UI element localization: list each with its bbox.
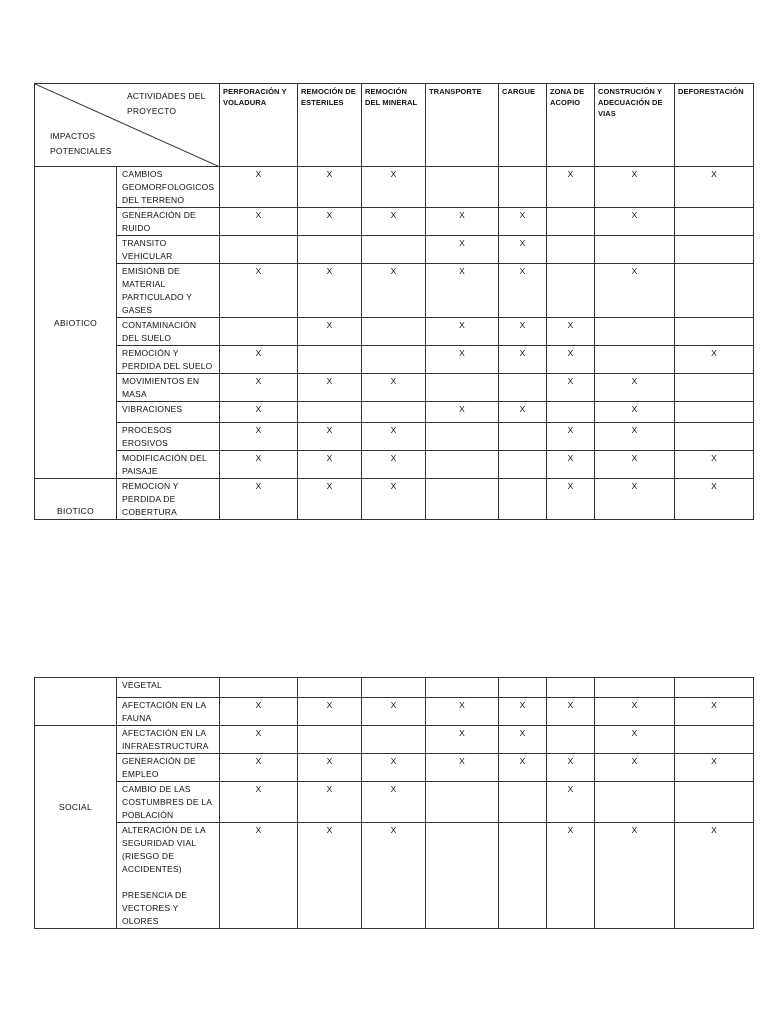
- impact-mark: X: [631, 210, 638, 220]
- impact-mark-cell: [426, 402, 499, 423]
- impact-mark: X: [519, 348, 526, 358]
- impact-mark: X: [567, 756, 574, 766]
- impact-mark-cell: [426, 318, 499, 346]
- impact-mark: X: [326, 756, 333, 766]
- impact-mark: X: [390, 756, 397, 766]
- impact-mark-cell: [547, 208, 595, 236]
- impact-mark: X: [711, 756, 717, 766]
- activity-header: CARGUE: [499, 84, 547, 167]
- activity-header: CONSTRUCIÓN Y ADECUACIÓN DE VIAS: [595, 84, 675, 167]
- impact-mark-cell: [675, 318, 754, 346]
- activity-header: REMOCIÓN DEL MINERAL: [362, 84, 426, 167]
- impact-mark-cell: [426, 423, 499, 451]
- impact-mark-cell: [220, 402, 298, 423]
- impact-mark-cell: [547, 318, 595, 346]
- impact-row: [35, 782, 754, 823]
- impact-row: [35, 208, 754, 236]
- impact-mark-cell: [547, 479, 595, 520]
- impact-mark-cell: [298, 782, 362, 823]
- impact-mark-cell: [220, 698, 298, 726]
- impact-mark: X: [459, 404, 465, 414]
- impact-mark-cell: [595, 167, 675, 208]
- impact-mark-cell: [220, 782, 298, 823]
- impact-mark-cell: [675, 208, 754, 236]
- impact-label: [117, 726, 220, 754]
- impact-mark-cell: [362, 451, 426, 479]
- impact-mark: X: [459, 210, 465, 220]
- impact-mark-cell: [298, 236, 362, 264]
- impact-mark: X: [326, 481, 333, 491]
- impact-mark-cell: [298, 479, 362, 520]
- impact-mark-cell: [362, 208, 426, 236]
- impact-mark: X: [567, 825, 574, 835]
- activity-header: ZONA DE ACOPIO: [547, 84, 595, 167]
- impact-label-text: MOVIMIENTOS EN MASA: [122, 376, 200, 399]
- impact-mark-cell: [595, 678, 675, 698]
- impact-row: [35, 698, 754, 726]
- impact-mark: X: [390, 700, 397, 710]
- impact-mark: X: [567, 453, 574, 463]
- impact-mark: X: [519, 756, 526, 766]
- impact-label: [117, 167, 220, 208]
- impact-mark-cell: [362, 346, 426, 374]
- impact-label-text: GENERACIÓN DE EMPLEO: [122, 756, 196, 779]
- impact-mark-cell: [675, 423, 754, 451]
- impact-mark-cell: [298, 318, 362, 346]
- impact-mark-cell: [499, 167, 547, 208]
- impact-mark-cell: [362, 754, 426, 782]
- impact-mark: X: [390, 376, 397, 386]
- impact-mark: X: [567, 348, 574, 358]
- impact-mark-cell: [675, 264, 754, 318]
- impact-row: [35, 451, 754, 479]
- impact-mark-cell: [547, 236, 595, 264]
- impact-mark: X: [567, 320, 574, 330]
- impact-label-text: VEGETAL: [122, 680, 162, 690]
- impact-mark-cell: [426, 208, 499, 236]
- impact-mark-cell: [220, 754, 298, 782]
- impact-mark-cell: [362, 698, 426, 726]
- impact-mark-cell: [298, 374, 362, 402]
- impact-label: [117, 423, 220, 451]
- impact-mark-cell: [362, 402, 426, 423]
- impact-label: [117, 678, 220, 698]
- impact-mark: X: [711, 825, 717, 835]
- impact-mark-cell: [595, 754, 675, 782]
- impact-row: [35, 678, 754, 698]
- impact-mark-cell: [595, 726, 675, 754]
- impact-mark: X: [255, 210, 262, 220]
- impact-mark: X: [255, 404, 262, 414]
- impact-mark-cell: [298, 678, 362, 698]
- impact-mark-cell: [595, 698, 675, 726]
- impact-mark-cell: [298, 451, 362, 479]
- impact-mark: X: [326, 700, 333, 710]
- impact-label: [117, 754, 220, 782]
- impact-label-text: REMOCIÓN Y PERDIDA DEL SUELO: [122, 348, 213, 371]
- impact-mark: X: [255, 348, 262, 358]
- impact-mark-cell: [499, 346, 547, 374]
- impact-mark-cell: [220, 823, 298, 929]
- impact-mark-cell: [499, 782, 547, 823]
- impact-mark: X: [255, 169, 262, 179]
- impact-matrix-table-1: [34, 83, 754, 520]
- impact-row: [35, 264, 754, 318]
- impact-mark: X: [255, 756, 262, 766]
- impact-mark: X: [519, 404, 526, 414]
- impact-mark: X: [631, 756, 638, 766]
- impact-label: [117, 264, 220, 318]
- impact-label: [117, 451, 220, 479]
- impact-mark: X: [459, 238, 465, 248]
- impact-mark: X: [567, 425, 574, 435]
- impact-mark-cell: [220, 208, 298, 236]
- impact-mark-cell: [362, 374, 426, 402]
- impact-row: [35, 346, 754, 374]
- impact-label-text: CAMBIO DE LAS COSTUMBRES DE LA POBLACIÓN: [122, 784, 212, 820]
- header-row: [35, 84, 754, 167]
- impact-mark-cell: [675, 823, 754, 929]
- impact-mark: X: [567, 376, 574, 386]
- impact-mark-cell: [298, 167, 362, 208]
- impact-mark-cell: [426, 479, 499, 520]
- impact-mark: X: [631, 700, 638, 710]
- impact-mark-cell: [547, 754, 595, 782]
- impact-mark-cell: [426, 678, 499, 698]
- impact-mark: X: [326, 210, 333, 220]
- impact-mark: X: [326, 784, 333, 794]
- impact-label-text: PRESENCIA DE VECTORES Y OLORES: [122, 890, 188, 926]
- impact-mark-cell: [547, 346, 595, 374]
- activity-header: REMOCIÓN DE ESTERILES: [298, 84, 362, 167]
- impact-mark-cell: [426, 698, 499, 726]
- impact-mark-cell: [298, 208, 362, 236]
- impact-mark-cell: [426, 167, 499, 208]
- impact-mark-cell: [675, 451, 754, 479]
- impact-mark: X: [631, 728, 638, 738]
- impact-label: [117, 208, 220, 236]
- impact-mark: X: [255, 453, 262, 463]
- impact-mark-cell: [675, 698, 754, 726]
- impact-label-text: ALTERACIÓN DE LA SEGURIDAD VIAL (RIESGO DE ACCIDENTES): [122, 825, 206, 874]
- impact-mark-cell: [547, 698, 595, 726]
- impact-mark-cell: [220, 374, 298, 402]
- impact-label-text: MODIFICACIÓN DEL PAISAJE: [122, 453, 207, 476]
- impact-mark: X: [326, 169, 333, 179]
- impact-mark-cell: [298, 823, 362, 929]
- impact-label: [117, 236, 220, 264]
- impact-mark-cell: [675, 167, 754, 208]
- impact-label-text: GENERACIÓN DE RUIDO: [122, 210, 196, 233]
- impact-label-text: REMOCION Y PERDIDA DE COBERTURA: [122, 481, 179, 517]
- impact-mark-cell: [595, 264, 675, 318]
- impact-label: [117, 698, 220, 726]
- impact-matrix-table-2: [34, 677, 754, 929]
- impact-row: [35, 726, 754, 754]
- impact-mark-cell: [595, 479, 675, 520]
- impact-label-text: EMISIÓNB DE MATERIAL PARTICULADO Y GASES: [122, 266, 192, 315]
- impact-mark-cell: [220, 167, 298, 208]
- impact-mark: X: [519, 266, 526, 276]
- impact-mark: X: [390, 784, 397, 794]
- impact-label: [117, 479, 220, 520]
- impact-mark-cell: [426, 374, 499, 402]
- impact-mark-cell: [675, 374, 754, 402]
- impact-mark-cell: [499, 423, 547, 451]
- impact-label-text: TRANSITO VEHICULAR: [122, 238, 173, 261]
- impact-mark: X: [326, 266, 333, 276]
- impact-mark: X: [519, 210, 526, 220]
- impact-mark-cell: [499, 318, 547, 346]
- impact-mark-cell: [595, 318, 675, 346]
- impact-label-text: VIBRACIONES: [122, 404, 183, 414]
- impact-mark-cell: [499, 754, 547, 782]
- impact-mark: X: [567, 481, 574, 491]
- impact-mark-cell: [595, 782, 675, 823]
- impact-mark-cell: [220, 318, 298, 346]
- impact-mark-cell: [362, 782, 426, 823]
- impact-mark: X: [390, 169, 397, 179]
- activity-header: TRANSPORTE: [426, 84, 499, 167]
- impact-mark-cell: [426, 726, 499, 754]
- impact-mark-cell: [595, 402, 675, 423]
- impact-mark-cell: [499, 726, 547, 754]
- activity-header: DEFORESTACIÓN: [675, 84, 754, 167]
- impact-mark-cell: [499, 402, 547, 423]
- impact-mark: X: [519, 728, 526, 738]
- impact-mark-cell: [595, 823, 675, 929]
- impact-mark: X: [255, 376, 262, 386]
- impact-mark-cell: [595, 208, 675, 236]
- impact-mark-cell: [547, 264, 595, 318]
- impact-row: [35, 167, 754, 208]
- impact-mark: X: [255, 728, 262, 738]
- impact-mark-cell: [426, 264, 499, 318]
- impact-mark-cell: [547, 823, 595, 929]
- impact-mark: X: [711, 453, 717, 463]
- impact-mark: X: [390, 425, 397, 435]
- impact-mark: X: [390, 266, 397, 276]
- impact-mark: X: [326, 825, 333, 835]
- impact-group-label: BIOTICO: [35, 479, 117, 520]
- impact-mark-cell: [675, 346, 754, 374]
- impact-mark-cell: [298, 698, 362, 726]
- impact-mark: X: [631, 376, 638, 386]
- impact-label-text: CONTAMINACIÓN DEL SUELO: [122, 320, 197, 343]
- impact-mark-cell: [547, 726, 595, 754]
- impact-mark-cell: [595, 374, 675, 402]
- impact-mark-cell: [426, 236, 499, 264]
- impact-mark-cell: [595, 346, 675, 374]
- impact-mark: X: [567, 700, 574, 710]
- impact-mark-cell: [595, 423, 675, 451]
- impact-mark: X: [255, 784, 262, 794]
- impact-mark-cell: [298, 754, 362, 782]
- impact-mark: X: [255, 425, 262, 435]
- corner-cell: [35, 84, 220, 167]
- impact-mark-cell: [298, 264, 362, 318]
- impact-mark: X: [711, 700, 717, 710]
- impact-label: [117, 402, 220, 423]
- impact-mark: X: [631, 453, 638, 463]
- impact-mark: X: [459, 348, 465, 358]
- impact-group-label: ABIOTICO: [35, 167, 117, 479]
- impact-mark: X: [567, 169, 574, 179]
- impact-mark: X: [390, 481, 397, 491]
- impact-label-text: CAMBIOS GEOMORFOLOGICOS DEL TERRENO: [122, 169, 215, 205]
- impact-mark-cell: [499, 374, 547, 402]
- impact-mark-cell: [547, 167, 595, 208]
- impact-mark: X: [631, 266, 638, 276]
- impact-mark-cell: [547, 782, 595, 823]
- activity-header: PERFORACIÓN Y VOLADURA: [220, 84, 298, 167]
- impact-group-label: [35, 678, 117, 726]
- corner-activities-label: ACTIVIDADES DEL PROYECTO: [127, 91, 206, 116]
- impact-mark-cell: [675, 782, 754, 823]
- impact-mark: X: [631, 425, 638, 435]
- impact-mark-cell: [362, 236, 426, 264]
- impact-mark: X: [326, 425, 333, 435]
- impact-mark-cell: [298, 402, 362, 423]
- impact-mark-cell: [362, 167, 426, 208]
- impact-mark: X: [631, 481, 638, 491]
- impact-mark-cell: [220, 264, 298, 318]
- impact-mark-cell: [499, 236, 547, 264]
- impact-mark-cell: [547, 402, 595, 423]
- impact-mark: X: [390, 210, 397, 220]
- impact-mark: X: [567, 784, 574, 794]
- impact-mark: X: [326, 376, 333, 386]
- impact-label: [117, 318, 220, 346]
- impact-mark-cell: [362, 264, 426, 318]
- impact-mark-cell: [426, 823, 499, 929]
- impact-mark-cell: [675, 479, 754, 520]
- impact-mark-cell: [362, 423, 426, 451]
- impact-mark: X: [255, 481, 262, 491]
- impact-mark-cell: [547, 423, 595, 451]
- impact-mark-cell: [362, 726, 426, 754]
- impact-mark: X: [390, 453, 397, 463]
- impact-mark-cell: [675, 236, 754, 264]
- impact-row: [35, 423, 754, 451]
- impact-mark-cell: [298, 346, 362, 374]
- impact-mark: X: [459, 728, 465, 738]
- impact-mark-cell: [499, 264, 547, 318]
- impact-mark: X: [326, 453, 333, 463]
- impact-mark: X: [711, 348, 717, 358]
- impact-mark: X: [519, 320, 526, 330]
- impact-mark-cell: [298, 423, 362, 451]
- impact-mark-cell: [426, 782, 499, 823]
- impact-mark: X: [519, 238, 526, 248]
- impact-mark: X: [631, 404, 638, 414]
- impact-mark: X: [326, 320, 333, 330]
- impact-label: [117, 346, 220, 374]
- impact-label: [117, 782, 220, 823]
- impact-mark-cell: [362, 823, 426, 929]
- impact-label: [117, 823, 220, 929]
- impact-row: [35, 402, 754, 423]
- impact-mark-cell: [547, 451, 595, 479]
- impact-label-text: AFECTACIÓN EN LA INFRAESTRUCTURA: [122, 728, 209, 751]
- impact-mark-cell: [675, 678, 754, 698]
- impact-mark: X: [255, 266, 262, 276]
- impact-mark-cell: [675, 726, 754, 754]
- impact-mark-cell: [426, 346, 499, 374]
- impact-mark-cell: [499, 479, 547, 520]
- impact-mark-cell: [220, 678, 298, 698]
- impact-label: [117, 374, 220, 402]
- impact-mark: X: [459, 320, 465, 330]
- impact-mark: X: [631, 825, 638, 835]
- impact-mark-cell: [426, 451, 499, 479]
- impact-mark-cell: [220, 479, 298, 520]
- corner-impacts-label: IMPACTOS POTENCIALES: [50, 131, 112, 156]
- impact-mark-cell: [675, 754, 754, 782]
- impact-row: [35, 479, 754, 520]
- impact-mark-cell: [298, 726, 362, 754]
- impact-mark-cell: [595, 236, 675, 264]
- impact-mark-cell: [220, 236, 298, 264]
- impact-mark: X: [459, 756, 465, 766]
- impact-group-label: SOCIAL: [35, 726, 117, 929]
- impact-mark-cell: [547, 678, 595, 698]
- impact-mark: X: [459, 266, 465, 276]
- impact-mark: X: [255, 700, 262, 710]
- impact-mark-cell: [499, 698, 547, 726]
- impact-mark-cell: [362, 678, 426, 698]
- impact-mark: X: [519, 700, 526, 710]
- impact-mark-cell: [220, 451, 298, 479]
- impact-mark-cell: [220, 726, 298, 754]
- impact-mark-cell: [499, 208, 547, 236]
- impact-mark: X: [459, 700, 465, 710]
- impact-mark-cell: [362, 479, 426, 520]
- impact-row: [35, 374, 754, 402]
- impact-mark-cell: [499, 451, 547, 479]
- impact-row: [35, 823, 754, 929]
- impact-mark-cell: [547, 374, 595, 402]
- impact-mark: X: [390, 825, 397, 835]
- impact-mark-cell: [220, 423, 298, 451]
- impact-mark: X: [631, 169, 638, 179]
- impact-mark-cell: [426, 754, 499, 782]
- impact-mark-cell: [595, 451, 675, 479]
- impact-mark: X: [711, 481, 717, 491]
- impact-mark-cell: [499, 823, 547, 929]
- impact-mark: X: [255, 825, 262, 835]
- impact-row: [35, 754, 754, 782]
- impact-mark-cell: [499, 678, 547, 698]
- impact-label-text: PROCESOS EROSIVOS: [122, 425, 172, 448]
- impact-label-text: AFECTACIÓN EN LA FAUNA: [122, 700, 206, 723]
- impact-mark: X: [711, 169, 717, 179]
- impact-mark-cell: [220, 346, 298, 374]
- impact-mark-cell: [362, 318, 426, 346]
- impact-mark-cell: [675, 402, 754, 423]
- impact-row: [35, 236, 754, 264]
- impact-row: [35, 318, 754, 346]
